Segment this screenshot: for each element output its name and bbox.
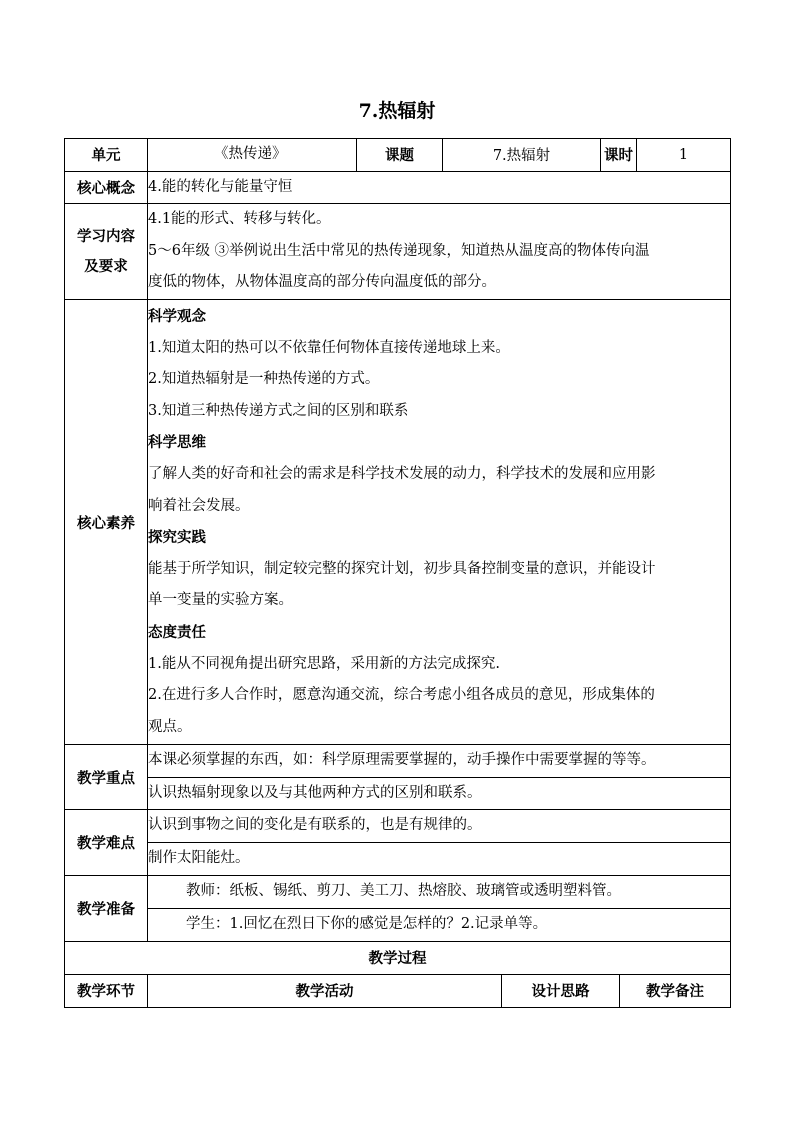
key-points-row xyxy=(65,745,731,810)
process-title: 教学过程 xyxy=(65,941,731,974)
learning-label-line1: 学习内容 xyxy=(77,227,135,245)
preparation-content xyxy=(148,875,731,941)
literacy-heading: 科学思维 xyxy=(148,434,206,452)
literacy-line: 响着社会发展。 xyxy=(148,497,250,514)
preparation-line2: 学生：1.回忆在烈日下你的感觉是怎样的？2.记录单等。 xyxy=(186,915,548,932)
core-concept-row xyxy=(65,171,731,204)
literacy-line: 了解人类的好奇和社会的需求是科学技术发展的动力，科学技术的发展和应用影 xyxy=(148,466,656,482)
unit-label: 单元 xyxy=(65,139,148,172)
literacy-line: 2.知道热辐射是一种热传递的方式。 xyxy=(148,371,380,388)
topic-label: 课题 xyxy=(357,139,443,172)
learning-line: 5～6年级 ③举例说出生活中常见的热传递现象，知道热从温度高的物体传向温 xyxy=(148,242,650,259)
lesson-plan-table xyxy=(64,138,731,1008)
literacy-content xyxy=(148,300,731,745)
key-points-line2: 认识热辐射现象以及与其他两种方式的区别和联系。 xyxy=(148,784,482,801)
core-concept-value: 4.能的转化与能量守恒 xyxy=(148,171,731,204)
key-points-content xyxy=(148,745,731,810)
process-col-stage: 教学环节 xyxy=(65,974,148,1007)
literacy-line: 观点。 xyxy=(148,718,192,735)
process-col-design: 设计思路 xyxy=(502,974,620,1007)
page-title: 7.热辐射 xyxy=(358,100,436,122)
literacy-row xyxy=(65,300,731,745)
period-label: 课时 xyxy=(601,139,637,172)
topic-value: 7.热辐射 xyxy=(443,139,601,172)
literacy-heading: 科学观念 xyxy=(148,308,206,326)
process-col-notes: 教学备注 xyxy=(620,974,731,1007)
preparation-row xyxy=(65,875,731,941)
process-col-activity: 教学活动 xyxy=(148,974,502,1007)
difficulties-content xyxy=(148,810,731,875)
literacy-label: 核心素养 xyxy=(65,300,148,745)
literacy-line: 2.在进行多人合作时，愿意沟通交流，综合考虑小组各成员的意见，形成集体的 xyxy=(148,687,655,704)
preparation-label: 教学准备 xyxy=(65,875,148,941)
unit-value: 《热传递》 xyxy=(148,139,357,172)
learning-line: 度低的物体，从物体温度高的部分传向温度低的部分。 xyxy=(148,274,496,291)
literacy-heading: 态度责任 xyxy=(148,623,206,641)
header-row xyxy=(65,139,731,172)
key-points-line1: 本课必须掌握的东西，如：科学原理需要掌握的，动手操作中需要掌握的等等。 xyxy=(148,745,730,778)
key-points-label: 教学重点 xyxy=(65,745,148,810)
difficulties-line2: 制作太阳能灶。 xyxy=(148,849,250,866)
difficulties-label: 教学难点 xyxy=(65,810,148,875)
literacy-heading: 探究实践 xyxy=(148,529,206,547)
literacy-line: 能基于所学知识，制定较完整的探究计划，初步具备控制变量的意识，并能设计 xyxy=(148,560,656,577)
learning-row xyxy=(65,204,731,300)
preparation-line1: 教师：纸板、锡纸、剪刀、美工刀、热熔胶、玻璃管或透明塑料管。 xyxy=(148,876,730,909)
period-value: 1 xyxy=(637,139,731,172)
literacy-line: 3.知道三种热传递方式之间的区别和联系 xyxy=(148,402,409,419)
learning-content xyxy=(148,204,731,300)
difficulties-line1: 认识到事物之间的变化是有联系的，也是有规律的。 xyxy=(148,810,730,843)
literacy-line: 单一变量的实验方案。 xyxy=(148,592,293,609)
learning-line: 4.1能的形式、转移与转化。 xyxy=(148,211,331,228)
literacy-line: 1.能从不同视角提出研究思路，采用新的方法完成探究. xyxy=(148,655,500,672)
difficulties-row xyxy=(65,810,731,875)
learning-label-line2: 及要求 xyxy=(84,257,128,275)
process-header-row xyxy=(65,974,731,1007)
process-title-row xyxy=(65,941,731,974)
learning-label xyxy=(65,204,148,300)
core-concept-label: 核心概念 xyxy=(65,171,148,204)
literacy-line: 1.知道太阳的热可以不依靠任何物体直接传递地球上来。 xyxy=(148,339,510,356)
